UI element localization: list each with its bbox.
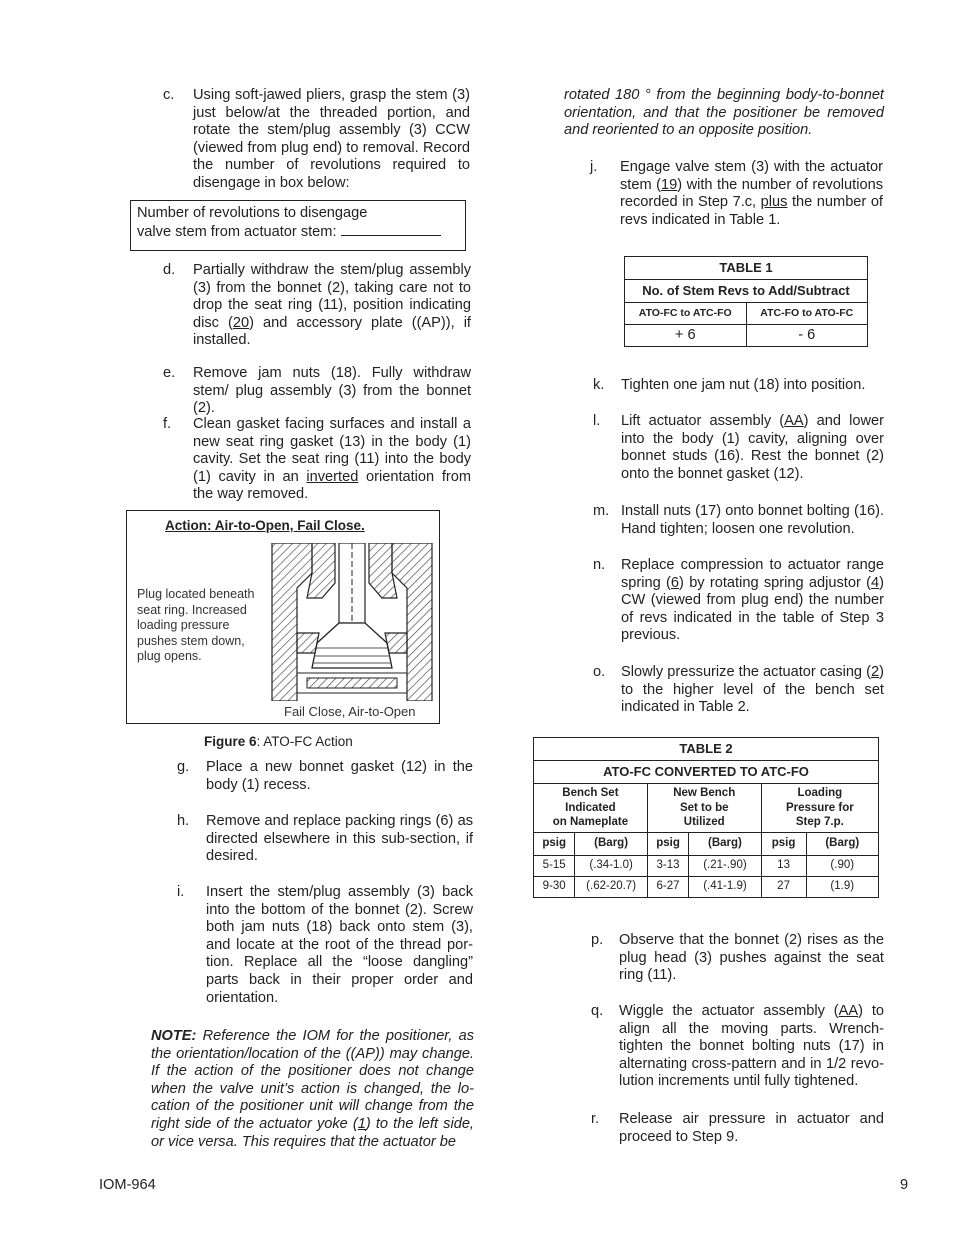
step-r-text: Release air pressure in actuator and proceed to Step 9. [619,1111,884,1145]
step-q-label: q. [591,1003,604,1019]
table-2-unit-header: (Barg) [575,833,647,856]
step-m-label: m. [593,503,610,519]
revolutions-blank[interactable] [341,224,441,236]
step-o-label: o. [593,664,606,680]
table-2-cell: 9-30 [534,877,575,898]
table-2-cell: 5-15 [534,856,575,877]
step-q-text: Wiggle the actuator assembly (AA) to align all the moving parts. Wrench-tighten the bonnet bolting nuts (17) in alternating cross-pattern and in 1/2 revo-lution increments until fully tightened. [619,1003,884,1090]
step-f-text: Clean gasket facing surfaces and install a new seat ring gasket (13) in the body (1) cavity. Set the seat ring (11) into the body (1) cavity in an inverted orientation from the way removed. [193,416,472,503]
note-continuation: rotated 180 ° from the beginning body-to-bonnet orientation, and that the positioner be removed and reoriented to an opposite position. [564,87,884,139]
table-2-cell: (.34-1.0) [575,856,647,877]
table-2-cell: 3-13 [647,856,688,877]
positioner-note: NOTE: Reference the IOM for the positioner, as the orientation/location of the ((AP)) may change. If the action of the positioner does not change when the valve unit’s action is changed, the lo-cation of the positioner unit will change from the right side of the actuator yoke (1) to the left side, or vice versa. This requires that the actuator be [151,1028,474,1150]
figure-subcaption: Fail Close, Air-to-Open [284,704,416,719]
step-m-text: Install nuts (17) onto bonnet bolting (16). Hand tighten; loosen one revolution. [621,503,884,537]
step-f-label: f. [163,416,172,432]
table-row [534,877,879,898]
step-j-text: Engage valve stem (3) with the actuator stem (19) with the number of revolutions recorded in Step 7.c, plus the number of revs indicated in Table 1. [620,159,883,228]
step-g-text: Place a new bonnet gasket (12) in the body (1) recess. [206,759,473,793]
step-i-text: Insert the stem/plug assembly (3) back into the bottom of the bonnet (2). Screw both jam nuts (18) back onto stem (3), and locate at the root of the thread por-tion. Replace all the “loose dangling” parts back in their proper order and orientation. [206,884,473,1006]
step-r-label: r. [591,1111,600,1127]
table-2-unit-header: psig [761,833,806,856]
revolutions-box-line2: valve stem from actuator stem: [137,223,459,242]
page-number: 9 [900,1177,909,1193]
step-p-label: p. [591,932,604,948]
revolutions-box [130,200,466,251]
table-2-cell: (.41-1.9) [689,877,761,898]
step-k-text: Tighten one jam nut (18) into position. [621,377,866,393]
figure-note: Plug located beneath seat ring. Increased loading pressure pushes stem down, plug opens. [137,587,255,663]
table-2-cell: 13 [761,856,806,877]
table-1-cell: - 6 [746,325,868,347]
step-l-label: l. [593,413,601,429]
step-i-label: i. [177,884,185,900]
step-d-label: d. [163,262,176,278]
step-d-text: Partially withdraw the stem/plug assembly (3) from the bonnet (2), taking care not to drop the seat ring (11), position indicating disc (20) and accessory plate ((AP)), if installed. [193,262,471,349]
table-1-header: ATC-FO to ATO-FC [746,303,868,325]
table-2-cell: (1.9) [806,877,879,898]
document-id: IOM-964 [99,1177,156,1193]
step-e-text: Remove jam nuts (18). Fully withdraw stem/ plug assembly (3) from the bonnet (2). [193,365,471,417]
table-1-cell: + 6 [625,325,747,347]
step-j-label: j. [590,159,598,175]
step-h-label: h. [177,813,190,829]
table-1 [624,256,868,347]
step-k-label: k. [593,377,605,393]
figure-title: Action: Air-to-Open, Fail Close. [165,518,365,533]
step-l-text: Lift actuator assembly (AA) and lower into the body (1) cavity, aligning over bonnet studs (16). Rest the bonnet (2) onto the bonnet gasket (12). [621,413,884,482]
table-2-group-header: Loading Pressure for Step 7.p. [761,784,878,833]
step-g-label: g. [177,759,190,775]
step-e-label: e. [163,365,176,381]
step-o-text: Slowly pressurize the actuator casing (2) to the higher level of the bench set indicated in Table 2. [621,664,884,716]
table-2-cell: (.90) [806,856,879,877]
figure-caption: Figure 6: ATO-FC Action [204,734,353,749]
table-1-title: TABLE 1 [625,257,868,280]
table-1-subtitle: No. of Stem Revs to Add/Subtract [625,280,868,303]
valve-cross-section-drawing [267,543,437,701]
step-c-text: Using soft-jawed pliers, grasp the stem (3) just below/at the threaded portion, and rotate the stem/plug assembly (3) CCW (viewed from plug end) to removal. Record the number of revolutions required to disengage in box below: [193,87,470,191]
step-h-text: Remove and replace packing rings (6) as directed elsewhere in this sub-section, if desired. [206,813,473,865]
table-2-subtitle: ATO-FC CONVERTED TO ATC-FO [534,761,879,784]
step-c-label: c. [163,87,175,103]
figure-6 [126,510,440,724]
table-1-header: ATO-FC to ATC-FO [625,303,747,325]
table-2 [533,737,879,898]
table-2-title: TABLE 2 [534,738,879,761]
table-2-cell: (.21-.90) [689,856,761,877]
table-2-group-header: New Bench Set to be Utilized [647,784,761,833]
step-p-text: Observe that the bonnet (2) rises as the plug head (3) pushes against the seat ring (11). [619,932,884,984]
revolutions-box-line1: Number of revolutions to disengage [137,205,368,221]
table-2-cell: (.62-20.7) [575,877,647,898]
table-2-unit-header: psig [534,833,575,856]
table-2-cell: 6-27 [647,877,688,898]
table-2-unit-header: psig [647,833,688,856]
step-n-text: Replace compression to actuator range spring (6) by rotating spring adjustor (4) CW (viewed from plug end) the number of revs indicated in the table of Step 3 previous. [621,557,884,644]
step-n-label: n. [593,557,606,573]
table-2-unit-header: (Barg) [806,833,879,856]
table-row [534,856,879,877]
table-2-unit-header: (Barg) [689,833,761,856]
table-2-cell: 27 [761,877,806,898]
table-2-group-header: Bench Set Indicated on Nameplate [534,784,648,833]
